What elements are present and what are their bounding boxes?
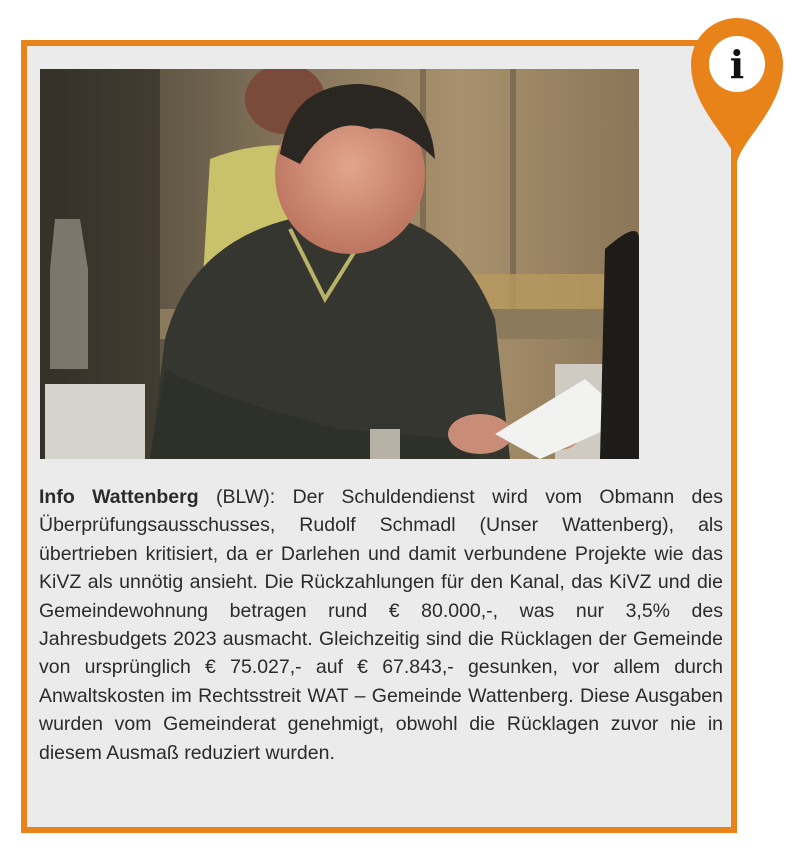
info-glyph: i	[729, 42, 745, 87]
info-icon	[691, 18, 783, 162]
info-box	[21, 40, 737, 833]
man-reading-document-photo	[40, 69, 639, 459]
article-lead: Info Wattenberg	[39, 486, 199, 508]
article-body: (BLW): Der Schuldendienst wird vom Obmann des Überprüfungsausschusses, Rudolf Schmadl (Unser Wattenberg), als übertrieben kritisiert, da er Darlehen und damit verbundene Projekte wie das KiVZ als unnötig ansieht. Die Rückzahlungen für den Kanal, das KiVZ und die Gemeindewohnung betragen rund € 80.000,-, was nur 3,5% des Jahresbudgets 2023 ausmacht. Gleichzeitig sind die Rücklagen der Gemeinde von ursprünglich € 75.027,- auf € 67.843,- gesunken, vor allem durch Anwaltskosten im Rechtsstreit WAT – Gemeinde Wattenberg. Diese Ausgaben wurden vom Gemeinderat genehmigt, obwohl die Rücklagen zuvor nie in diesem Ausmaß reduziert wurden.	[39, 486, 724, 764]
article-text	[39, 483, 723, 767]
